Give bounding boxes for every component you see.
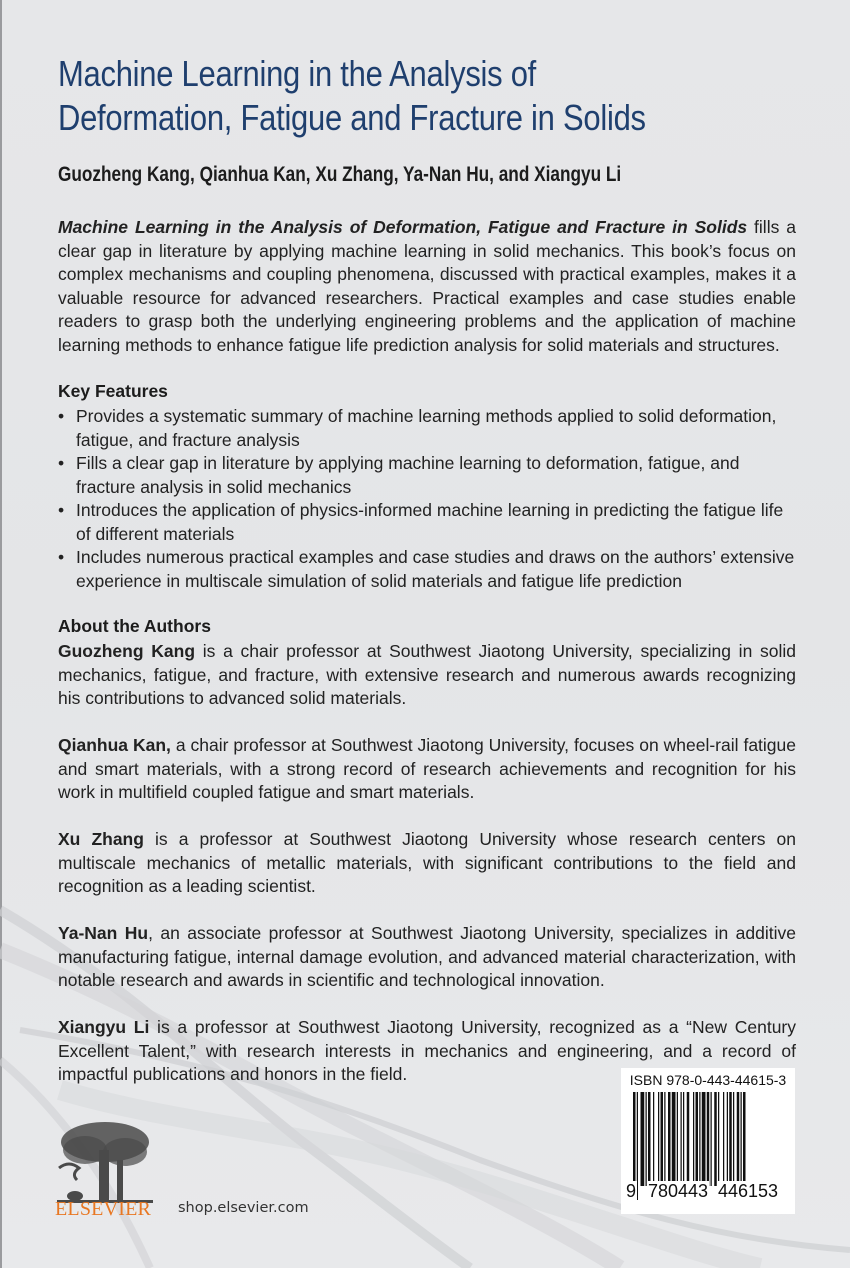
barcode-bar (711, 1092, 712, 1186)
publisher-website-link[interactable]: shop.elsevier.com (178, 1200, 309, 1216)
bullet-icon: • (58, 406, 65, 426)
barcode-digits-right: 446153 (718, 1181, 779, 1201)
barcode-digits-left: 780443 (648, 1181, 709, 1201)
key-features-heading: Key Features (58, 381, 168, 401)
key-feature-item (58, 499, 796, 546)
author-name: Xu Zhang (58, 829, 144, 849)
barcode-bar (737, 1092, 740, 1186)
barcode-bar (723, 1092, 724, 1186)
barcode-bar (699, 1092, 700, 1186)
book-title (58, 52, 712, 140)
barcode-bar (733, 1092, 734, 1186)
key-feature-text: Introduces the application of physics-informed machine learning in predicting the fatigue life of different materials (76, 500, 784, 544)
key-feature-item (58, 546, 796, 593)
author-bio-text: is a chair professor at Southwest Jiaotong University, specializing in solid mechanics, fatigue, and fracture, with extensive research and numerous awards recognizing his contributions to advanced solid materials. (58, 641, 797, 708)
book-title-line-1: Machine Learning in the Analysis of (58, 53, 537, 94)
barcode-bar (641, 1092, 645, 1186)
bullet-icon: • (58, 453, 65, 473)
barcode-bar (714, 1092, 717, 1186)
barcode-bar (681, 1092, 682, 1186)
author-bio-text: is a professor at Southwest Jiaotong University whose research centers on multiscale mechanics of metallic materials, with significant contributions to the field and recognition as a leading scientist. (58, 829, 796, 896)
cover-left-edge (0, 0, 2, 1268)
author-name: Ya-Nan Hu (58, 923, 149, 943)
bullet-icon: • (58, 547, 65, 567)
barcode-digit-first: 9 (626, 1181, 637, 1201)
about-authors-heading: About the Authors (58, 616, 211, 636)
key-feature-text: Fills a clear gap in literature by applying machine learning to deformation, fatigue, and fracture analysis in solid mechanics (76, 453, 740, 497)
barcode-bar (668, 1092, 671, 1186)
author-bio (58, 828, 796, 899)
key-features-list (58, 405, 796, 593)
barcode-bar (741, 1092, 742, 1186)
author-name: Guozheng Kang (58, 641, 196, 661)
barcode-bar (661, 1092, 664, 1186)
author-name: Xiangyu Li (58, 1017, 150, 1037)
barcode-bar (683, 1092, 684, 1186)
key-feature-text: Includes numerous practical examples and case studies and draws on the authors’ extensive experience in multiscale simulation of solid materials and fatigue life prediction (76, 547, 795, 591)
author-bio (58, 922, 796, 993)
author-bio-text: is a professor at Southwest Jiaotong University, recognized as a “New Century Excellent Talent,” with research interests in mechanics and engineering, and a record of impactful publications and honors in the field. (58, 1017, 796, 1084)
barcode-bar (672, 1092, 676, 1186)
barcode-bar (664, 1092, 665, 1186)
barcode-bar (718, 1092, 719, 1186)
description-title-emphasis: Machine Learning in the Analysis of Deformation, Fatigue and Fracture in Solids (58, 217, 748, 237)
author-bio (58, 640, 796, 711)
authors-line: Guozheng Kang, Qianhua Kan, Xu Zhang, Ya-Nan Hu, and Xiangyu Li (58, 163, 622, 186)
isbn-label: ISBN 978-0-443-44615-3 (629, 1072, 787, 1088)
author-name: Qianhua Kan, (58, 735, 171, 755)
bullet-icon: • (58, 500, 65, 520)
barcode-bar (648, 1092, 651, 1186)
book-title-line-2: Deformation, Fatigue and Fracture in Solids (58, 97, 646, 138)
barcode-bar (696, 1092, 699, 1186)
barcode-bar (687, 1092, 690, 1186)
isbn-barcode (621, 1068, 795, 1214)
key-feature-item (58, 405, 796, 452)
author-bio-text: a chair professor at Southwest Jiaotong University, focuses on wheel-rail fatigue and smart materials, with a strong record of research achievements and recognition for his work in multifield coupled fatigue and smart materials. (58, 735, 797, 802)
elsevier-wordmark: ELSEVIER (55, 1198, 152, 1220)
author-bio-text: , an associate professor at Southwest Jiaotong University, specializes in additive manufacturing fatigue, internal damage evolution, and advanced material characterization, with notable research and awards in scientific and technological innovation. (58, 923, 796, 990)
barcode-bar (727, 1092, 728, 1186)
key-feature-text: Provides a systematic summary of machine learning methods applied to solid deformation, fatigue, and fracture analysis (76, 406, 777, 450)
barcode-bar (707, 1092, 710, 1186)
description-text: fills a clear gap in literature by applying machine learning in solid mechanics. This book’s focus on complex mechanisms and coupling phenomena, discussed with practical examples, makes it a valuable resource for advanced researchers. Practical examples and case studies enable readers to grasp both the underlying engineering problems and the application of machine learning methods to enhance fatigue life prediction analysis for solid materials and structures. (58, 217, 796, 355)
barcode-bar (658, 1092, 659, 1186)
barcode-bar (646, 1092, 647, 1186)
author-bio (58, 734, 796, 805)
barcode-bar (653, 1092, 654, 1186)
barcode-bar (702, 1092, 706, 1186)
book-description (58, 216, 796, 357)
barcode-bar (677, 1092, 678, 1186)
elsevier-tree-logo-icon (55, 1120, 155, 1210)
key-feature-item (58, 452, 796, 499)
barcode-bar (729, 1092, 732, 1186)
